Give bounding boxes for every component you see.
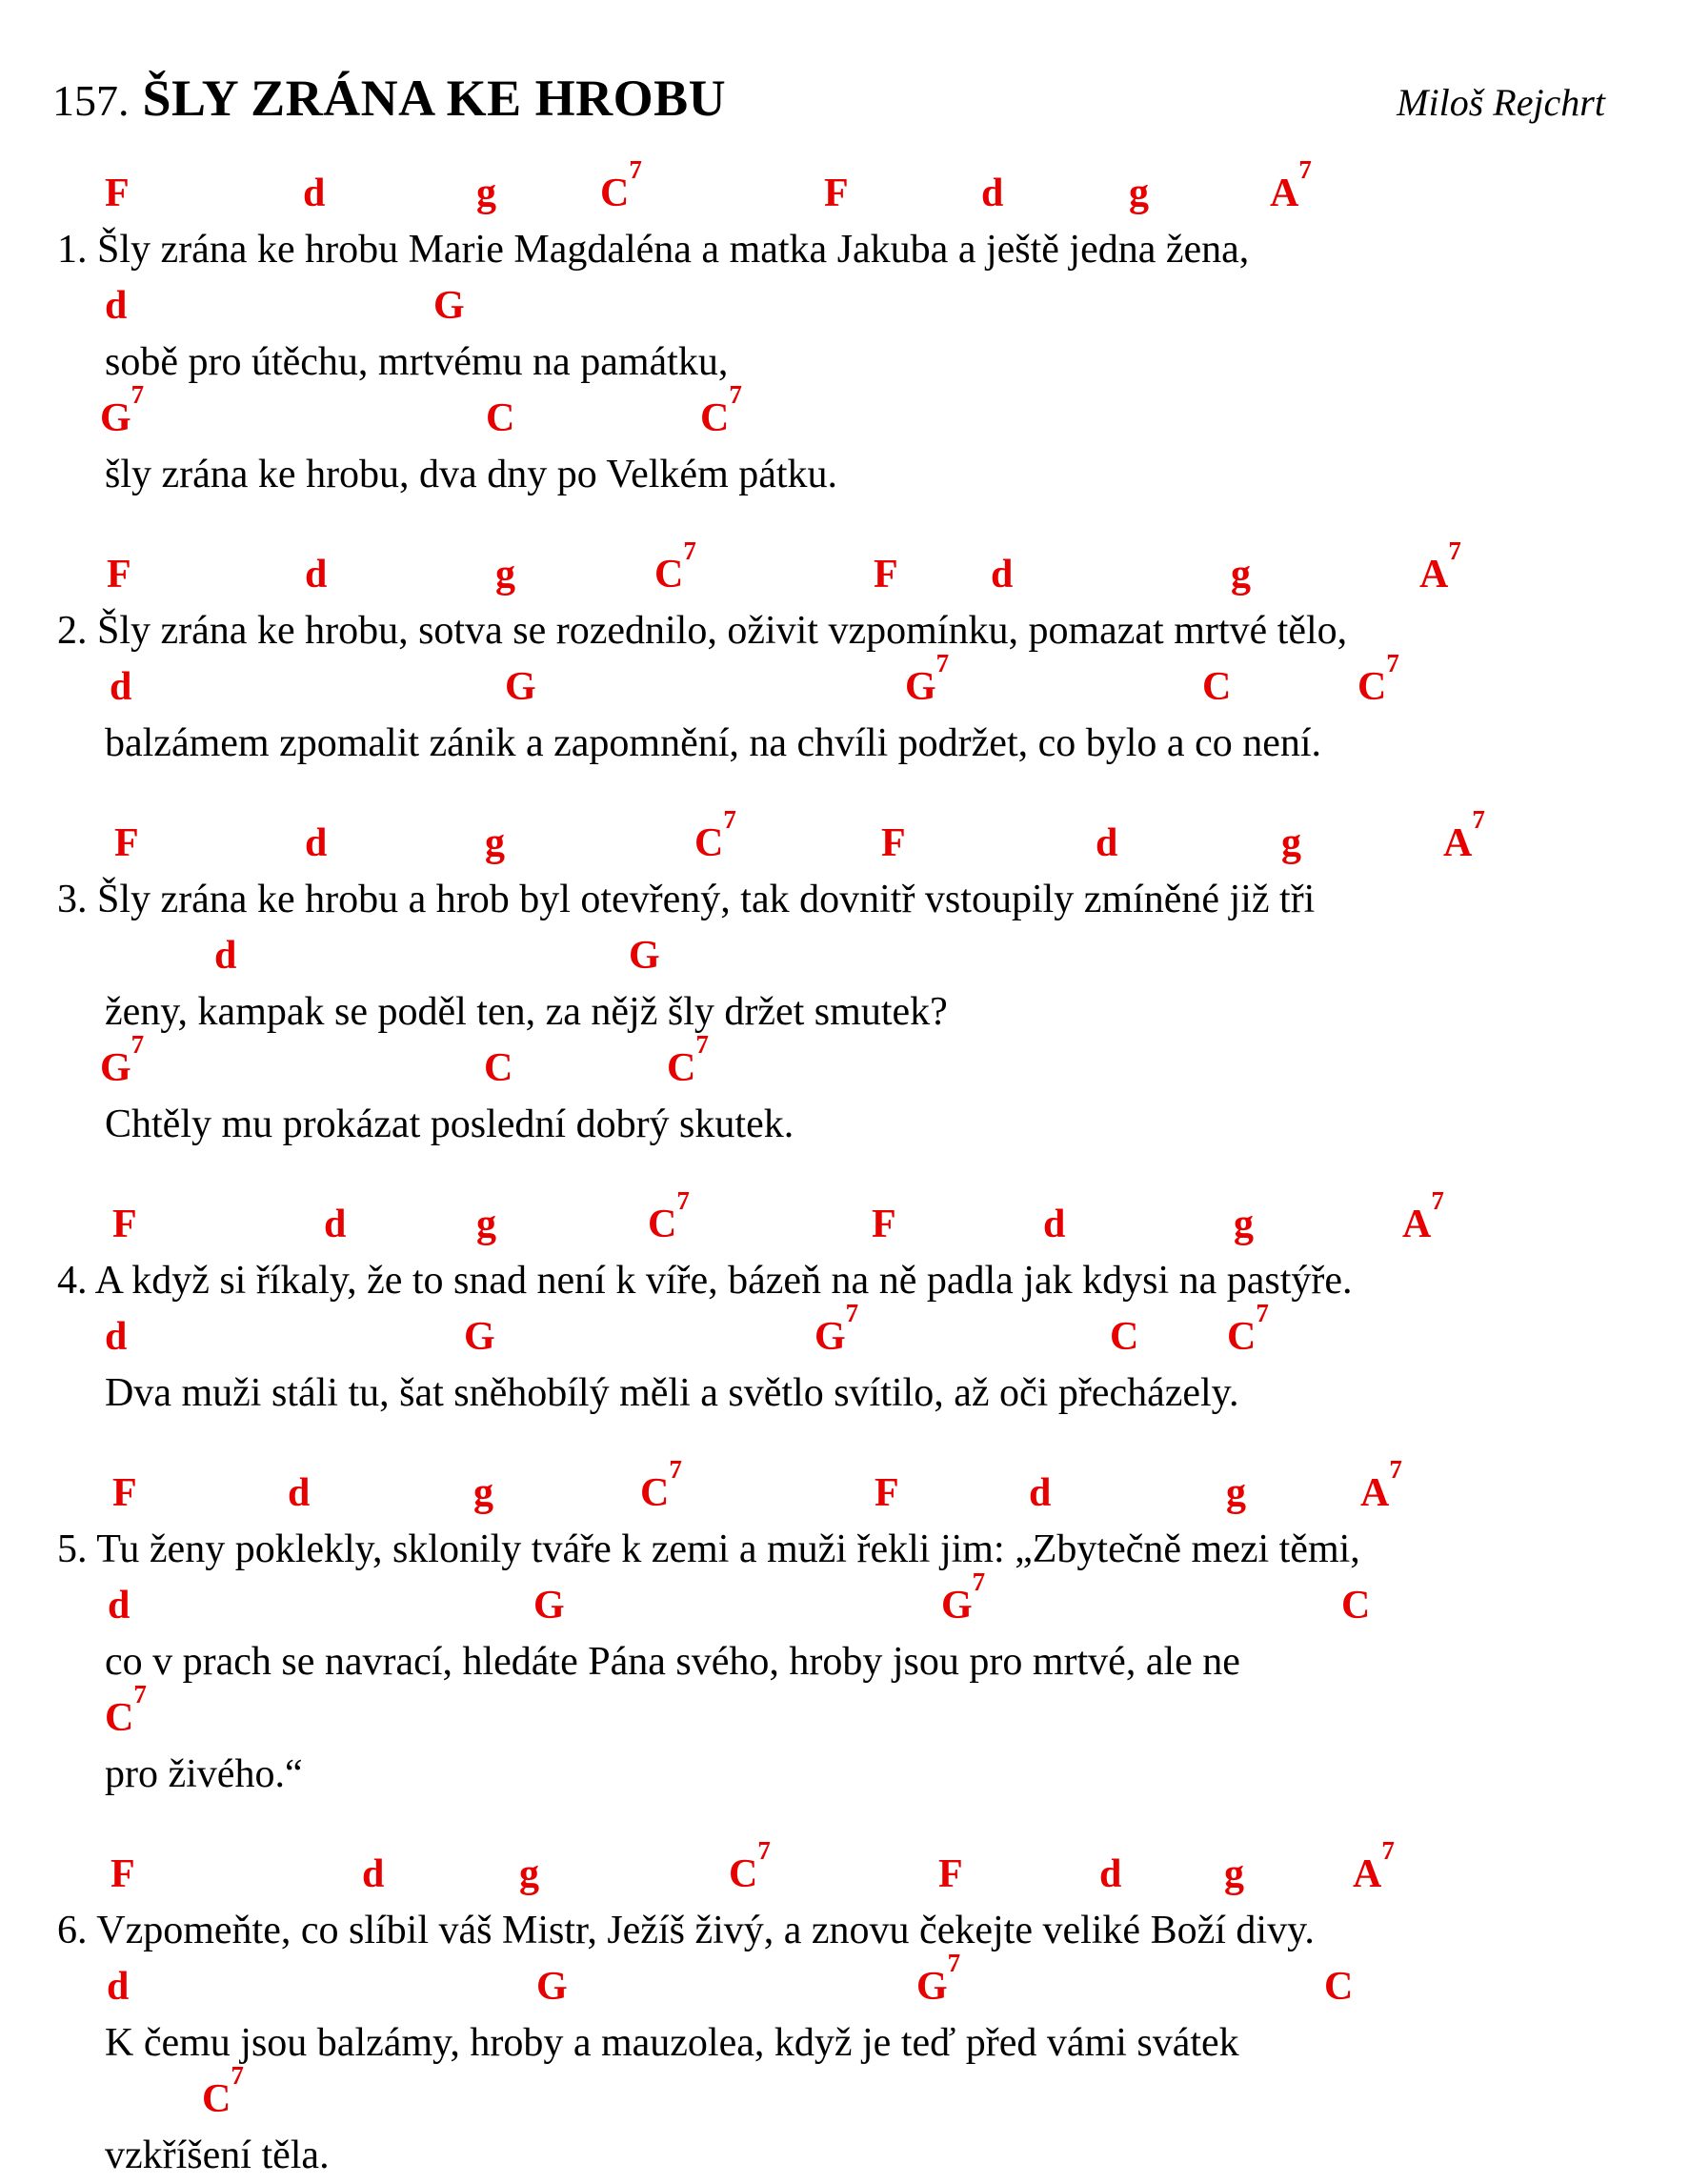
chord-C: C [486,396,515,440]
chord-d: d [1096,821,1118,865]
chord-F: F [872,1203,896,1246]
chord-C: C [1110,1315,1139,1359]
lyric-line: 5. Tu ženy poklekly, sklonily tváře k zemi a muži řekli jim: „Zbytečně mezi těmi, [57,1527,1360,1571]
song-title-group [52,69,726,128]
chord-g: g [485,821,505,865]
verse-2 [0,536,1689,772]
chord-row [0,649,1689,715]
chord-row [0,928,1689,983]
chord-G: G [505,665,536,709]
chord-C7: $C^7$ [600,155,642,215]
lyric-line: 6. Vzpomeňte, co slíbil váš Mistr, Ježíš živý, a znovu čekejte veliké Boží divy. [57,1909,1315,1952]
verse-3 [0,805,1689,1153]
chord-row [0,1567,1689,1633]
chord-F: F [875,1471,899,1515]
chord-d: d [303,172,326,215]
chord-C7: $C^7$ [202,2061,244,2121]
chord-G7: $G^7$ [941,1567,986,1628]
chord-g: g [1129,172,1149,215]
chord-g: g [495,553,515,597]
chord-d: d [1043,1203,1066,1246]
chord-F: F [881,821,906,865]
lyric-line: 2. Šly zrána ke hrobu, sotva se rozednilo, oživit vzpomínku, pomazat mrtvé tělo, [57,609,1348,653]
chord-A7: $A^7$ [1270,155,1312,215]
chord-g: g [1224,1852,1244,1896]
chord-d: d [108,1584,131,1628]
chord-G7: $G^7$ [905,649,950,709]
chord-G: G [433,284,465,328]
chord-C7: $C^7$ [729,1836,771,1896]
chord-A7: $A^7$ [1402,1186,1444,1246]
chord-F: F [111,1852,135,1896]
chord-row [0,1455,1689,1521]
chord-g: g [1281,821,1301,865]
chord-d: d [1099,1852,1122,1896]
chord-F: F [824,172,849,215]
chord-G: G [464,1315,495,1359]
verse-6 [0,1836,1689,2184]
chord-F: F [874,553,898,597]
chord-row [0,805,1689,871]
lyric-line: 4. A když si říkaly, že to snad není k víře, bázeň na ně padla jak kdysi na pastýře. [57,1259,1353,1303]
chord-d: d [214,934,237,978]
chord-g: g [1226,1471,1246,1515]
song-author: Miloš Rejchrt [1397,81,1605,124]
chord-G: G [629,934,660,978]
chord-d: d [288,1471,311,1515]
chord-row [0,1299,1689,1365]
chord-C7: $C^7$ [654,536,696,597]
chord-C: C [1324,1965,1354,2009]
chord-C: C [484,1046,513,1090]
chord-d: d [324,1203,347,1246]
chord-d: d [305,821,328,865]
verse-5 [0,1455,1689,1803]
chord-C7: $C^7$ [648,1186,690,1246]
lyric-line: Dva muži stáli tu, šat sněhobílý měli a světlo svítilo, až oči přecházely. [105,1371,1239,1415]
lyric-line: vzkříšení těla. [105,2133,330,2177]
chord-g: g [476,172,496,215]
chord-d: d [105,1315,128,1359]
chord-row [0,278,1689,334]
chord-C7: $C^7$ [1227,1299,1269,1359]
lyric-line: ženy, kampak se poděl ten, za nějž šly držet smutek? [105,990,948,1034]
lyric-line: šly zrána ke hrobu, dva dny po Velkém pátku. [105,453,838,496]
chord-A7: $A^7$ [1353,1836,1395,1896]
chord-F: F [112,1471,137,1515]
chord-F: F [107,553,131,597]
song-number: 157. [52,76,130,125]
chord-d: d [1029,1471,1052,1515]
lyric-line: K čemu jsou balzámy, hroby a mauzolea, když je teď před vámi svátek [105,2021,1239,2065]
chord-row [0,1836,1689,1902]
chord-A7: $A^7$ [1443,805,1485,865]
chord-G7: $G^7$ [100,1030,145,1090]
chord-d: d [305,553,328,597]
chord-A7: $A^7$ [1360,1455,1402,1515]
chord-d: d [362,1852,385,1896]
verses [0,155,1689,2184]
chord-d: d [991,553,1014,597]
chord-C7: $C^7$ [640,1455,682,1515]
chord-C: C [1341,1584,1371,1628]
chord-C7: $C^7$ [700,380,742,440]
lyric-line: 1. Šly zrána ke hrobu Marie Magdaléna a matka Jakuba a ještě jedna žena, [57,228,1250,272]
chord-F: F [114,821,139,865]
lyric-line: sobě pro útěchu, mrtvému na památku, [105,340,729,384]
chord-row [0,1030,1689,1096]
chord-G: G [536,1965,568,2009]
chord-F: F [105,172,130,215]
lyric-line: balzámem zpomalit zánik a zapomnění, na chvíli podržet, co bylo a co není. [105,721,1322,765]
chord-row [0,1949,1689,2014]
chord-G7: $G^7$ [814,1299,859,1359]
chord-row [0,1186,1689,1252]
chord-G7: $G^7$ [100,380,145,440]
chord-F: F [938,1852,963,1896]
chord-d: d [107,1965,130,2009]
chord-row [0,2061,1689,2127]
chord-d: d [105,284,128,328]
song-header [0,69,1689,128]
chord-C7: $C^7$ [1357,649,1399,709]
chord-g: g [476,1203,496,1246]
chord-row [0,536,1689,602]
chord-C: C [1202,665,1232,709]
chord-d: d [981,172,1004,215]
chord-g: g [1234,1203,1254,1246]
chord-A7: $A^7$ [1419,536,1461,597]
chord-C7: $C^7$ [694,805,736,865]
lyric-line: Chtěly mu prokázat poslední dobrý skutek. [105,1102,794,1146]
chord-F: F [112,1203,137,1246]
lyric-line: 3. Šly zrána ke hrobu a hrob byl otevřený, tak dovnitř vstoupily zmíněné již tři [57,878,1316,921]
chord-G: G [533,1584,565,1628]
chord-g: g [1231,553,1251,597]
chord-row [0,1680,1689,1746]
chord-g: g [473,1471,493,1515]
lyric-line: co v prach se navrací, hledáte Pána svého, hroby jsou pro mrtvé, ale ne [105,1640,1240,1684]
chord-d: d [110,665,132,709]
song-title: ŠLY ZRÁNA KE HROBU [142,70,727,127]
lyric-line: pro živého.“ [105,1752,303,1796]
verse-1 [0,155,1689,503]
chord-C7: $C^7$ [667,1030,709,1090]
chord-row [0,380,1689,446]
chord-row [0,155,1689,221]
chord-g: g [519,1852,539,1896]
verse-4 [0,1186,1689,1422]
chord-G7: $G^7$ [916,1949,961,2009]
chord-C7: $C^7$ [105,1680,147,1740]
